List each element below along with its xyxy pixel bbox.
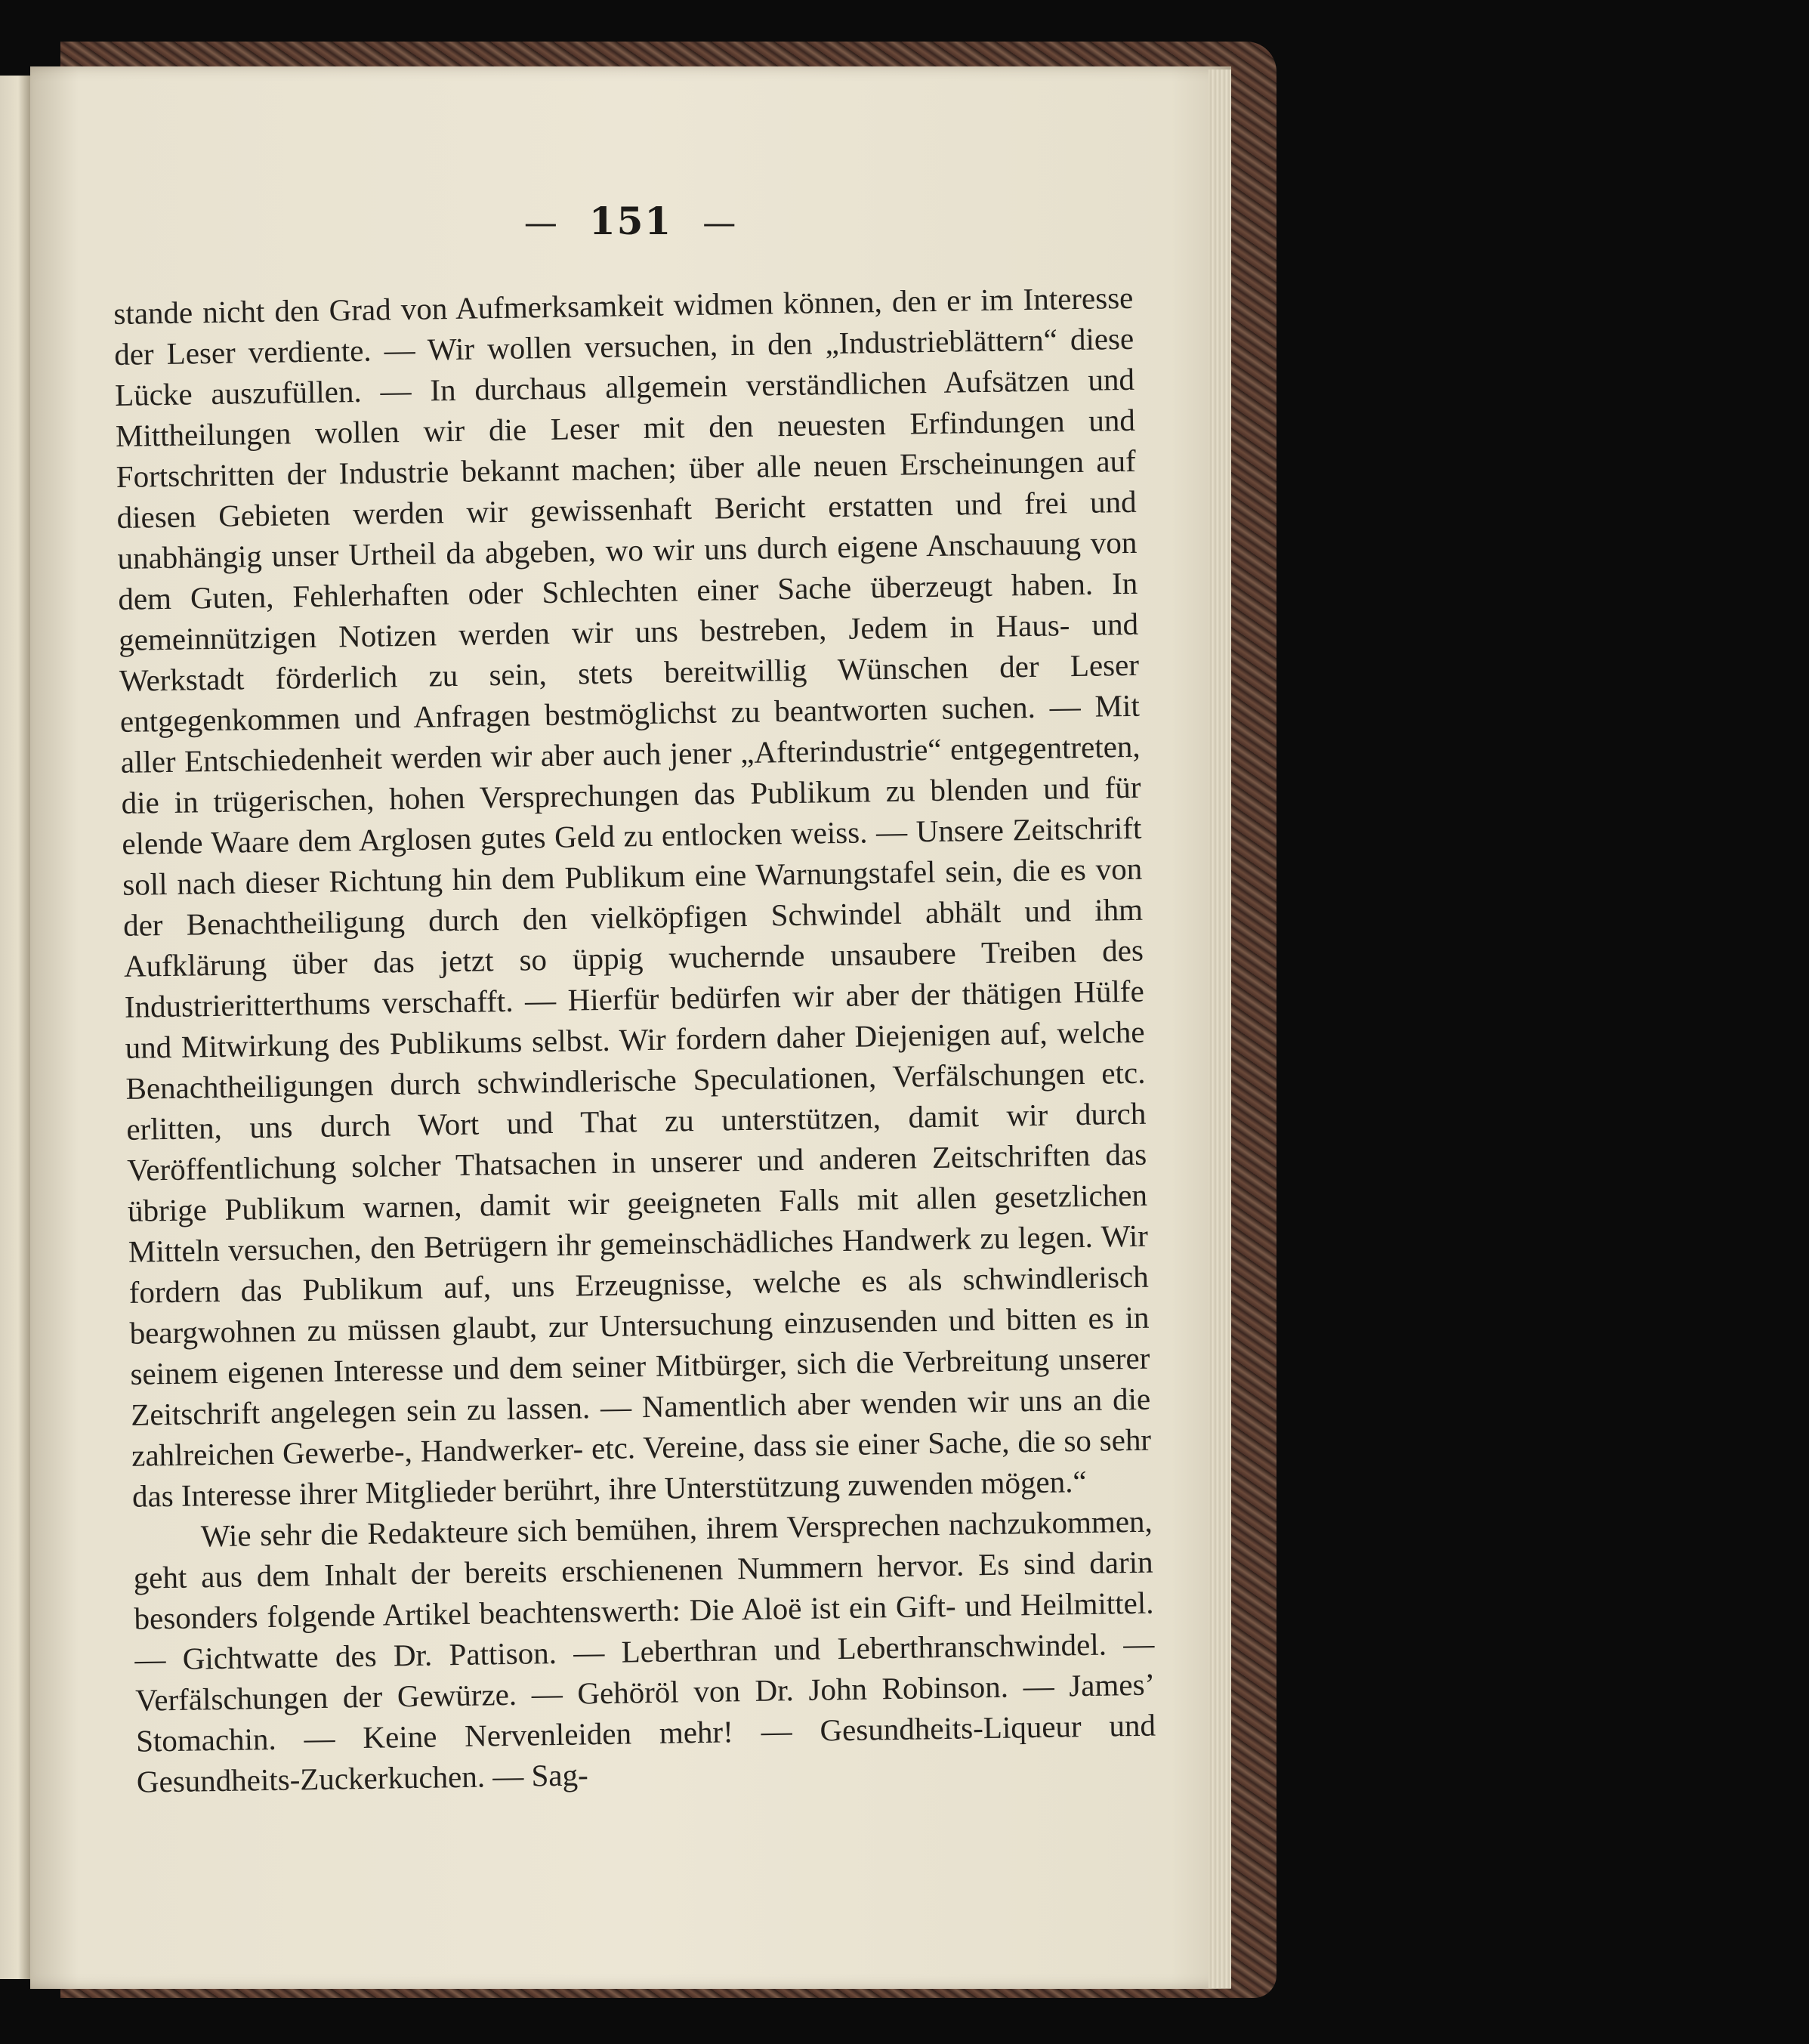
page-header: [30, 199, 1231, 243]
page-number: 151: [588, 199, 673, 243]
paragraph: stande nicht den Grad von Aufmerksamkeit widmen können, den er im Interesse der Leser verdiente. — Wir wollen versuchen, in den „Industrieblättern“ diese Lücke auszufüllen. — In durchaus allgemein verständlichen Aufsätzen und Mittheilungen wollen wir die Leser mit den neuesten Erfindungen und Fortschritten der Industrie bekannt machen; über alle neuen Erscheinungen auf diesen Gebieten werden wir gewissenhaft Bericht erstatten und frei und unabhängig unser Urtheil da abgeben, wo wir uns durch eigene Anschauung von dem Guten, Fehlerhaften oder Schlechten einer Sache überzeugt haben. In gemeinnützigen Notizen werden wir uns bestreben, Jedem in Haus- und Werkstadt förderlich zu sein, stets bereitwillig Wünschen der Leser entgegenkommen und Anfragen bestmöglichst zu beantworten suchen. — Mit aller Entschiedenheit werden wir aber auch jener „Afterindustrie“ entgegentreten, die in trügerischen, hohen Versprechungen das Publikum zu blenden und für elende Waare dem Arglosen gutes Geld zu entlocken weiss. — Unsere Zeitschrift soll nach dieser Richtung hin dem Publikum eine Warnungstafel sein, die es von der Benachtheiligung durch den vielköpfigen Schwindel abhält und ihm Aufklärung über das jetzt so üppig wuchernde unsaubere Treiben des Industrieritterthums verschafft. — Hierfür bedürfen wir aber der thätigen Hülfe und Mitwirkung des Publikums selbst. Wir fordern daher Diejenigen auf, welche Benachtheiligungen durch schwindlerische Speculationen, Verfälschungen etc. erlitten, uns durch Wort und That zu unterstützen, damit wir durch Veröffentlichung solcher Thatsachen in unserer und anderen Zeitschriften das übrige Publikum warnen, damit wir geeigneten Falls mit allen gesetzlichen Mitteln versuchen, den Betrügern ihr gemeinschädliches Handwerk zu legen. Wir fordern das Publikum auf, uns Erzeugnisse, welche es als schwindlerisch beargwohnen zu müssen glaubt, zur Untersuchung einzusenden und bitten es in seinem eigenen Interesse und dem seiner Mitbürger, sich die Verbreitung unserer Zeitschrift angelegen sein zu lassen. — Namentlich aber wenden wir uns an die zahlreichen Gewerbe-, Handwerker- etc. Vereine, dass sie einer Sache, die so sehr das Interesse ihrer Mitglieder berührt, ihre Unterstützung zuwenden mögen.“: [113, 279, 1152, 1514]
facing-page-edge: [0, 76, 30, 1979]
book-page: [30, 66, 1231, 1989]
body-text: [113, 277, 1156, 1802]
page-stack-edge: [1209, 69, 1231, 1988]
header-dash-right: —: [702, 204, 738, 242]
paragraph: Wie sehr die Redakteure sich bemühen, ihrem Versprechen nachzukommen, geht aus dem Inhalt der bereits erschienenen Nummern hervor. Es sind darin besonders folgende Artikel beachtenswerth: Die Aloë ist ein Gift- und Heilmittel. — Gichtwatte des Dr. Pattison. — Leberthran und Leberthranschwindel. — Verfälschungen der Gewürze. — Gehöröl von Dr. John Robinson. — James’ Stomachin. — Keine Nervenleiden mehr! — Gesundheits-Liqueur und Gesundheits-Zuckerkuchen. — Sag-: [133, 1503, 1156, 1799]
header-dash-left: —: [523, 204, 559, 242]
